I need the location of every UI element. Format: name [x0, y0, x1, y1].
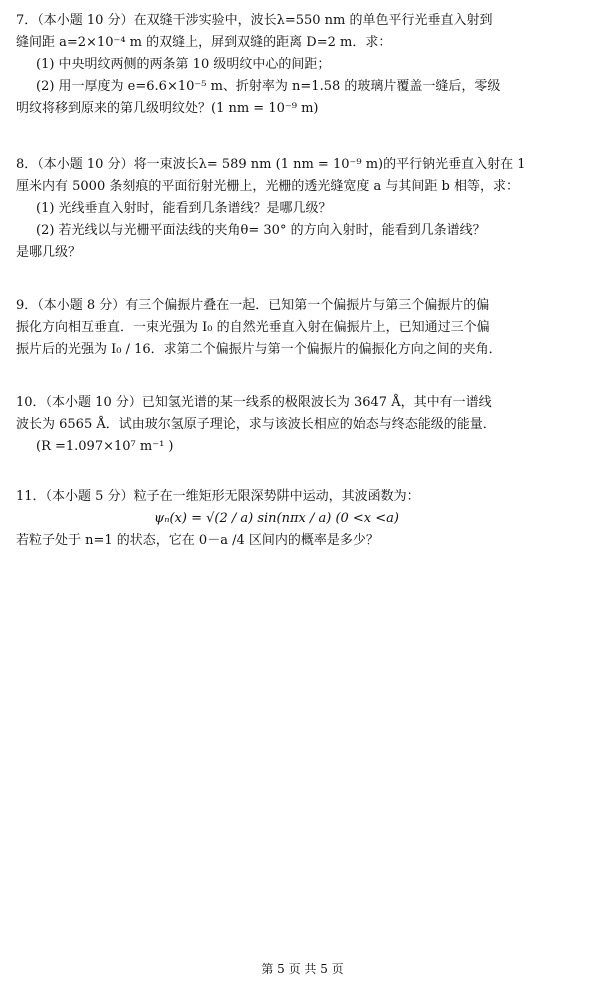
question-10-line-1: 10．（本小题 10 分）已知氢光谱的某一线系的极限波长为 3647 Å，其中有一谱线 [16, 395, 492, 410]
question-8 [16, 154, 590, 264]
question-7-line-4: (2) 用一厚度为 e=6.6×10⁻⁵ m、折射率为 n=1.58 的玻璃片覆盖一缝后，零级 [36, 79, 501, 94]
question-8-line-4: (2) 若光线以与光栅平面法线的夹角θ= 30° 的方向入射时，能看到几条谱线？ [36, 223, 486, 238]
question-10-line-3: (R =1.097×10⁷ m⁻¹ ) [36, 439, 174, 454]
question-9-line-2: 振化方向相互垂直．一束光强为 I₀ 的自然光垂直入射在偏振片上，已知通过三个偏 [16, 320, 490, 335]
question-11 [16, 486, 590, 552]
question-8-line-5: 是哪几级？ [16, 245, 82, 260]
wave-function-formula: ψₙ(x) = √(2 / a) sin(nπx / a) (0 <x <a) [154, 511, 399, 526]
question-7-line-5: 明纹将移到原来的第几级明纹处？(1 nm = 10⁻⁹ m) [16, 101, 319, 116]
question-9 [16, 295, 590, 361]
question-11-line-3: 若粒子处于 n=1 的状态，它在 0－a /4 区间内的概率是多少？ [16, 533, 379, 548]
question-8-line-3: (1) 光线垂直入射时，能看到几条谱线？是哪几级？ [36, 201, 332, 216]
question-7-line-3: (1) 中央明纹两侧的两条第 10 级明纹中心的间距； [36, 57, 331, 72]
question-8-line-2: 厘米内有 5000 条刻痕的平面衍射光栅上，光栅的透光缝宽度 a 与其间距 b 相等，求： [16, 179, 519, 194]
question-10-line-2: 波长为 6565 Å．试由玻尔氢原子理论，求与该波长相应的始态与终态能级的能量． [16, 417, 496, 432]
question-8-line-1: 8．（本小题 10 分）将一束波长λ= 589 nm (1 nm = 10⁻⁹ m)的平行钠光垂直入射在 1 [16, 157, 526, 172]
question-7-line-1: 7．（本小题 10 分）在双缝干涉实验中，波长λ=550 nm 的单色平行光垂直入射到 [16, 13, 493, 28]
page-footer: 第 5 页 共 5 页 [261, 962, 344, 976]
question-7 [16, 10, 590, 120]
question-11-line-1: 11．（本小题 5 分）粒子在一维矩形无限深势阱中运动，其波函数为： [16, 489, 420, 504]
question-10 [16, 392, 590, 458]
question-9-line-1: 9．（本小题 8 分）有三个偏振片叠在一起．已知第一个偏振片与第三个偏振片的偏 [16, 298, 490, 313]
question-9-line-3: 振片后的光强为 I₀ / 16．求第二个偏振片与第一个偏振片的偏振化方向之间的夹角． [16, 342, 502, 357]
question-7-line-2: 缝间距 a=2×10⁻⁴ m 的双缝上，屏到双缝的距离 D=2 m．求： [16, 35, 392, 50]
